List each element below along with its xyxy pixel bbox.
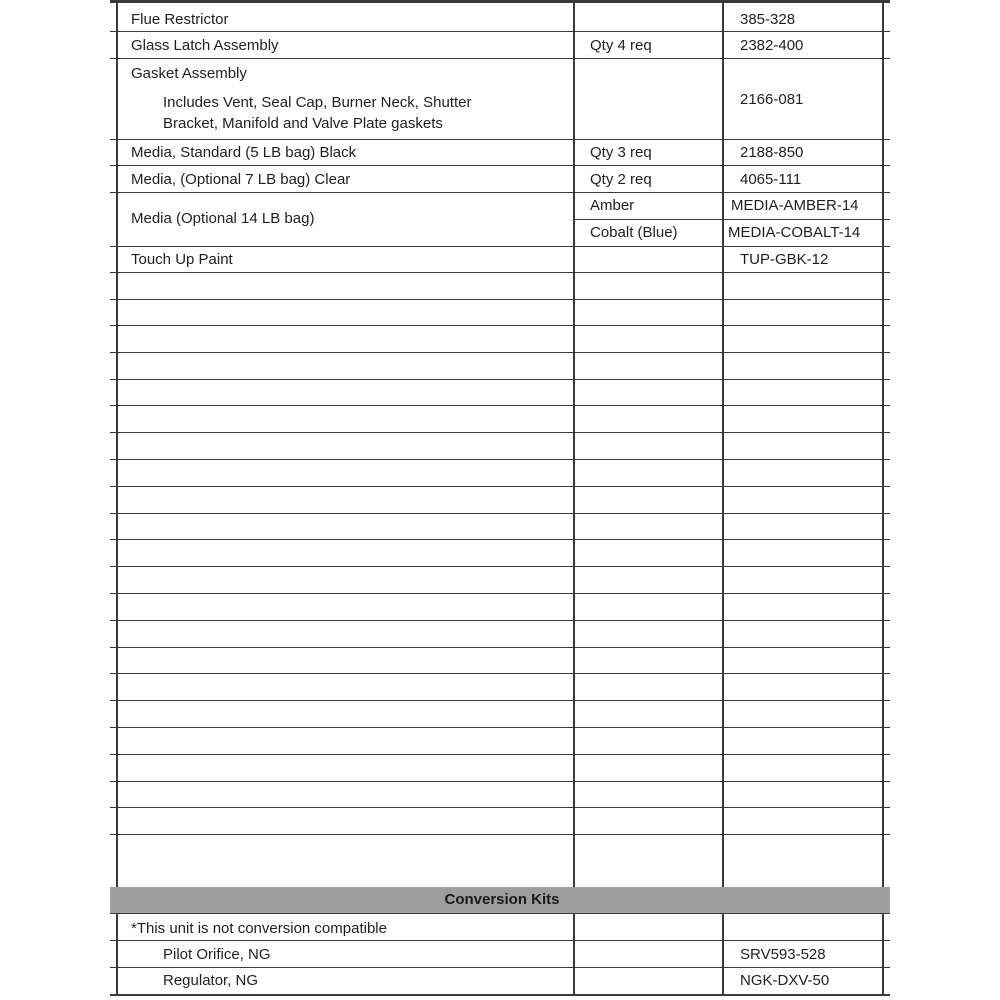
parts-row-part-number: 2166-081	[740, 91, 804, 108]
parts-row-option-qty: Cobalt (Blue)	[590, 224, 678, 241]
parts-row-description: Flue Restrictor	[131, 11, 229, 28]
parts-row-qty: Qty 3 req	[590, 144, 652, 161]
parts-row-part-number: 2188-850	[740, 144, 804, 161]
row-separator	[110, 299, 890, 300]
parts-row-description: Media (Optional 14 LB bag)	[131, 210, 315, 227]
row-separator	[110, 967, 890, 968]
conversion-kit-part-number: NGK-DXV-50	[740, 972, 830, 989]
parts-row-option-part-number: MEDIA-AMBER-14	[731, 197, 859, 214]
row-separator	[110, 432, 890, 433]
row-separator	[110, 325, 890, 326]
row-separator	[110, 727, 890, 728]
row-separator	[110, 192, 890, 193]
parts-row-qty: Qty 4 req	[590, 37, 652, 54]
right-border	[882, 0, 884, 995]
parts-row-part-number: 4065-111	[740, 171, 802, 188]
parts-row-part-number: 385-328	[740, 11, 796, 28]
row-separator	[110, 754, 890, 755]
row-separator	[110, 647, 890, 648]
row-separator	[110, 459, 890, 460]
parts-row-option-part-number: MEDIA-COBALT-14	[728, 224, 861, 241]
row-separator	[110, 165, 890, 166]
parts-row-description: Media, Standard (5 LB bag) Black	[131, 144, 357, 161]
conversion-kit-description: Regulator, NG	[163, 972, 259, 989]
top-border	[110, 0, 890, 3]
row-separator	[110, 940, 890, 941]
parts-row-description: Touch Up Paint	[131, 251, 233, 268]
row-separator	[110, 272, 890, 273]
row-separator	[110, 513, 890, 514]
row-separator	[110, 566, 890, 567]
row-separator	[110, 593, 890, 594]
parts-row-detail: Includes Vent, Seal Cap, Burner Neck, Shutter	[163, 94, 472, 111]
conversion-kits-note: *This unit is not conversion compatible	[131, 920, 387, 937]
row-separator	[110, 352, 890, 353]
row-separator	[110, 31, 890, 32]
column-divider-part	[722, 0, 724, 995]
row-separator	[110, 246, 890, 247]
row-separator	[110, 405, 890, 406]
bottom-border	[110, 994, 890, 996]
conversion-kit-part-number: SRV593-528	[740, 946, 826, 963]
row-separator	[110, 539, 890, 540]
row-separator	[110, 834, 890, 835]
row-separator	[110, 781, 890, 782]
row-separator	[110, 913, 890, 914]
parts-row-qty: Qty 2 req	[590, 171, 652, 188]
sub-row-separator	[574, 219, 890, 220]
row-separator	[110, 58, 890, 59]
column-divider-qty	[573, 0, 575, 995]
row-separator	[110, 620, 890, 621]
parts-row-detail: Bracket, Manifold and Valve Plate gaskets	[163, 115, 443, 132]
left-border	[116, 0, 118, 995]
parts-row-part-number: TUP-GBK-12	[740, 251, 829, 268]
row-separator	[110, 139, 890, 140]
parts-row-description: Media, (Optional 7 LB bag) Clear	[131, 171, 351, 188]
parts-row-option-qty: Amber	[590, 197, 635, 214]
row-separator	[110, 673, 890, 674]
parts-row-description: Gasket Assembly	[131, 65, 247, 82]
row-separator	[110, 486, 890, 487]
conversion-kit-description: Pilot Orifice, NG	[163, 946, 271, 963]
parts-row-part-number: 2382-400	[740, 37, 804, 54]
conversion-kits-title: Conversion Kits	[444, 891, 560, 908]
parts-row-description: Glass Latch Assembly	[131, 37, 279, 54]
row-separator	[110, 700, 890, 701]
row-separator	[110, 379, 890, 380]
row-separator	[110, 807, 890, 808]
